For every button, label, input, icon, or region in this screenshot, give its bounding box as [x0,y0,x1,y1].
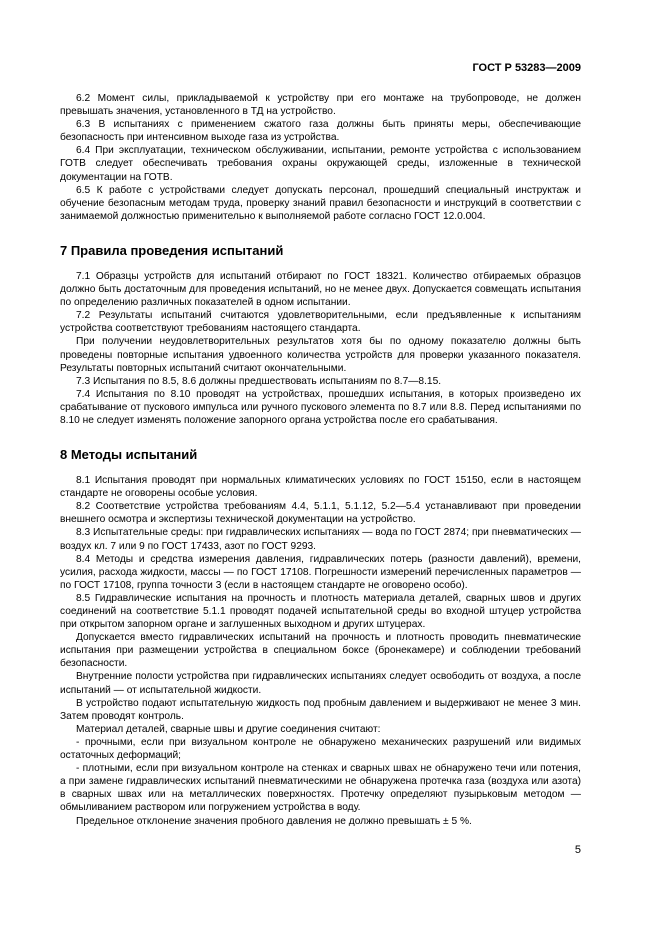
section-7-heading: 7 Правила проведения испытаний [60,242,284,258]
page-content [60,92,581,828]
section-8-body [60,474,581,828]
paragraph: 7.3 Испытания по 8.5, 8.6 должны предшествовать испытаниям по 8.7—8.15. [76,375,442,387]
section-7-body [60,270,581,427]
paragraph: 6.3 В испытаниях с применением сжатого газа должны быть приняты меры, обеспечивающие безопасность при интенсивном выходе газа из устройства. [60,119,581,144]
paragraph: 6.2 Момент силы, прикладываемой к устройству при его монтаже на трубопроводе, не должен превышать значения, установленного в ТД на устройство. [60,93,581,118]
paragraph: 8.2 Соответствие устройства требованиям 4.4, 5.1.1, 5.1.12, 5.2—5.4 устанавливают при проведении внешнего осмотра и экспертизы технической документации на устройство. [60,501,581,526]
paragraph: В устройство подают испытательную жидкость под пробным давлением и выдерживают не менее 3 мин. Затем проводят контроль. [60,697,581,722]
paragraph: Предельное отклонение значения пробного давления не должно превышать ± 5 %. [76,815,472,827]
page-number: 5 [574,844,581,856]
paragraph: 8.1 Испытания проводят при нормальных климатических условиях по ГОСТ 15150, если в настоящем стандарте не оговорены особые условия. [60,475,581,500]
paragraph: 6.5 К работе с устройствами следует допускать персонал, прошедший специальный инструктаж и обучение безопасным методам труда, проверку знаний правил безопасности и инструкций в соответствии с занимаемой должностью применительно к выполняемой работе согласно ГОСТ 12.0.004. [60,184,581,222]
paragraph: 7.4 Испытания по 8.10 проводят на устройствах, прошедших испытания, в которых произведено их срабатывание от пускового импульса или ручного пускового элемента по 8.7 или 8.8. Перед испытаниями по 8.10 не следует изменять положение запорного органа устройства после его срабатывания. [60,388,581,426]
paragraph: 8.4 Методы и средства измерения давления, гидравлических потерь (разности давлений), времени, усилия, расхода жидкости, массы — по ГОСТ 17108. Погрешности измерений перечисленных параметров — по ГОСТ 17108, группа точности 3 (если в настоящем стандарте не оговорено особо). [60,553,581,591]
paragraph: Материал деталей, сварные швы и другие соединения считают: [76,723,381,735]
paragraph: Внутренние полости устройства при гидравлических испытаниях следует освободить от воздуха, а после испытаний — от испытательной жидкости. [60,671,581,696]
paragraph: - плотными, если при визуальном контроле на стенках и сварных швах не обнаружено течи или потения, а при замене гидравлических испытаний пневматическими не обнаружена протечка газа (воздуха или азота) в сварных швах или на металлических поверхностях. Протечку определяют пузырьковым методом — обмыливанием раствором или погружением устройства в воду. [60,763,581,814]
paragraph: 8.5 Гидравлические испытания на прочность и плотность материала деталей, сварных швов и других соединений на соответствие 5.1.1 проводят подачей испытательной среды во входной штуцер устройства при открытом запорном органе и заглушенных выходном и других штуцерах. [60,592,581,631]
paragraph: 7.2 Результаты испытаний считаются удовлетворительными, если предъявленные к испытаниям устройства соответствуют требованиям настоящего стандарта. [60,310,581,335]
paragraph: При получении неудовлетворительных результатов хотя бы по одному показателю должны быть проведены повторные испытания удвоенного количества устройств для проверки указанного показателя. Результаты повторных испытаний считают окончательными. [60,336,581,374]
paragraph: - прочными, если при визуальном контроле не обнаружено механических разрушений или видимых остаточных деформаций; [60,736,581,762]
paragraph: Допускается вместо гидравлических испытаний на прочность и плотность проводить пневматические испытания при размещении устройства в специальном боксе (бронекамере) и соблюдении требований безопасности. [60,632,581,670]
paragraph: 7.1 Образцы устройств для испытаний отбирают по ГОСТ 18321. Количество отбираемых образцов должно быть достаточным для проведения испытаний, но не менее двух. Допускается совмещать испытания по определению различных показателей в одном испытании. [60,270,581,309]
intro-section [60,92,581,223]
paragraph: 6.4 При эксплуатации, техническом обслуживании, испытании, ремонте устройства с использованием ГОТВ следует обеспечивать требования охраны окружающей среды, изложенные в технической документации на ГОТВ. [60,145,581,183]
section-8-heading: 8 Методы испытаний [60,447,198,463]
paragraph: 8.3 Испытательные среды: при гидравлических испытаниях — вода по ГОСТ 2874; при пневматических — воздух кл. 7 или 9 по ГОСТ 17433, азот по ГОСТ 9293. [60,527,581,552]
document-header: ГОСТ Р 53283—2009 [472,62,581,74]
